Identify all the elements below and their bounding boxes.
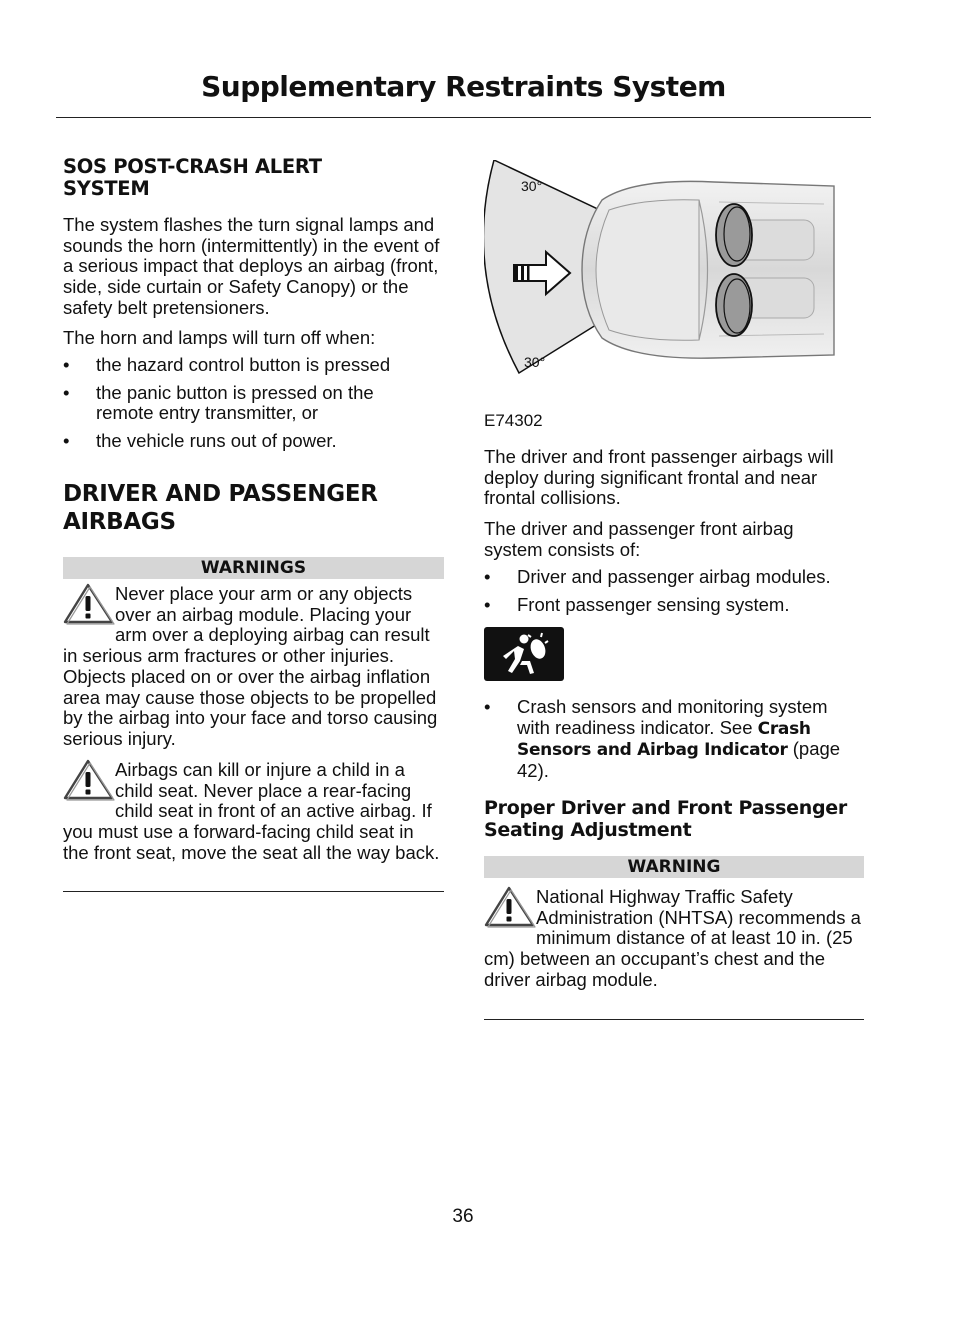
seating-subheading: Proper Driver and Front Passenger Seating Adjustment <box>484 797 847 841</box>
warning-block-1 <box>63 584 444 750</box>
warnings-end-rule <box>63 891 444 892</box>
page-title: Supplementary Restraints System <box>201 70 726 103</box>
warning-triangle-icon <box>63 582 115 626</box>
list-item-text: the vehicle runs out of power. <box>96 430 337 452</box>
list-item: • the panic button is pressed on the remote entry transmitter, or <box>63 381 374 424</box>
angle-label-bottom: 30° <box>524 354 546 370</box>
warning-bar: WARNING <box>484 856 864 878</box>
header-divider <box>56 117 871 118</box>
sos-bullet-list <box>63 355 444 452</box>
list-item-text: (page 42). <box>517 738 841 782</box>
warning-text-1: Never place your arm or any objects over an airbag module. Placing your arm over a deploying airbag can result in serious arm fractures or other injuries. Objects placed on or over the airbag inflation area may cause those objects to be propelled by the airbag into your face and torso causing serious injury. <box>63 583 438 749</box>
car-hood-shape <box>596 200 699 341</box>
warning-triangle-icon <box>484 885 536 929</box>
list-item: • the hazard control button is pressed <box>63 354 391 375</box>
angle-label-top: 30° <box>521 178 543 194</box>
page-number: 36 <box>452 1206 474 1227</box>
list-item: • Front passenger sensing system. <box>484 593 790 615</box>
list-item-text: Driver and passenger airbag modules. <box>517 566 831 587</box>
list-item-text: Front passenger sensing system. <box>517 593 790 615</box>
list-item-text: the hazard control button is pressed <box>96 354 391 375</box>
crash-sensors-link[interactable]: Crash Sensors and Airbag Indicator <box>517 718 811 761</box>
right-paragraph-2: The driver and passenger front airbag system consists of: <box>484 518 794 560</box>
airbag-indicator-icon <box>484 627 564 681</box>
sos-heading: SOS POST-CRASH ALERT SYSTEM <box>63 155 322 200</box>
passenger-airbag-shape <box>716 274 752 336</box>
warnings-bar: WARNINGS <box>63 557 444 579</box>
sos-paragraph-1: The system flashes the turn signal lamps and sounds the horn (intermittently) in the event of a serious impact that deploys an airbag (front, side, side curtain or Safety Canopy) or the safety belt pretensioners. <box>63 214 440 318</box>
warning-block-2 <box>63 760 444 864</box>
sos-paragraph-2: The horn and lamps will turn off when: <box>63 327 376 348</box>
warning-block-3 <box>484 887 864 991</box>
airbags-heading: DRIVER AND PASSENGER AIRBAGS <box>63 481 378 535</box>
system-bullet-list <box>484 567 864 615</box>
list-item-text: the panic button is pressed on the remote entry transmitter, or <box>96 381 374 424</box>
list-item: • Crash sensors and monitoring system with readiness indicator. See Crash Sensors and Airbag Indicator (page 42). <box>484 696 841 782</box>
right-paragraph-1: The driver and front passenger airbags will deploy during significant frontal and near frontal collisions. <box>484 446 834 509</box>
warning-text-2: Airbags can kill or injure a child in a child seat. Never place a rear-facing child seat in front of an active airbag. If you must use a forward-facing child seat in the front seat, move the seat all the way back. <box>63 759 440 863</box>
warning-triangle-icon <box>63 758 115 802</box>
airbag-deployment-figure <box>484 160 844 375</box>
list-item: • the vehicle runs out of power. <box>63 430 337 452</box>
driver-airbag-shape <box>716 204 752 266</box>
warning-text-3: National Highway Traffic Safety Administration (NHTSA) recommends a minimum distance of at least 10 in. (25 cm) between an occupant’s chest and the driver airbag module. <box>484 886 861 990</box>
list-item-text: Crash sensors and monitoring system with readiness indicator. See <box>517 696 828 738</box>
figure-caption: E74302 <box>484 411 543 430</box>
warning-end-rule <box>484 1019 864 1020</box>
list-item: • Driver and passenger airbag modules. <box>484 566 831 587</box>
